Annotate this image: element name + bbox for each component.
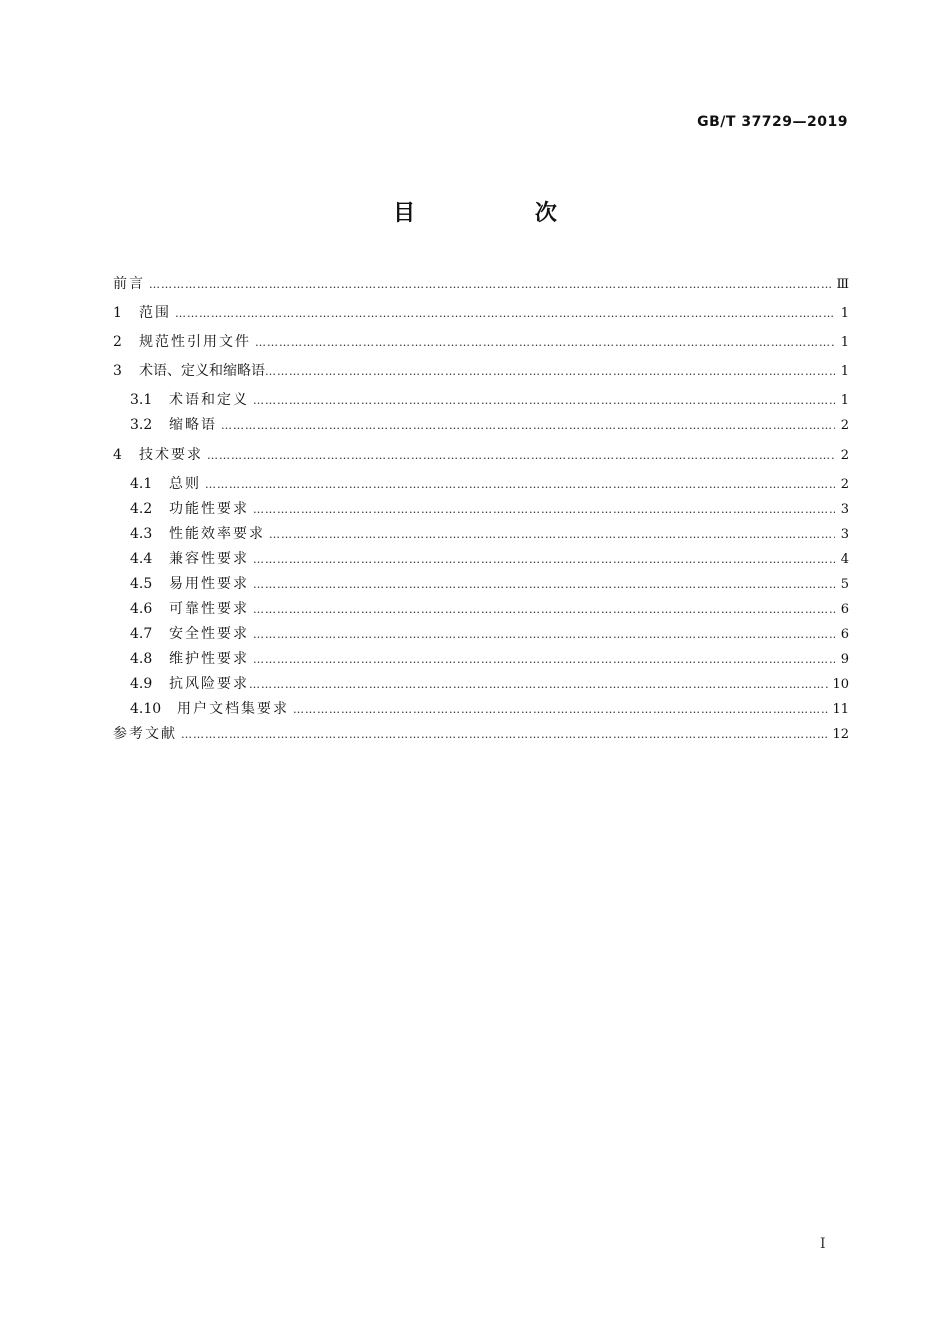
toc-entry-number: 4.7 <box>130 626 153 642</box>
toc-leader <box>269 525 835 545</box>
toc-entry-4-9[interactable] <box>130 674 849 694</box>
toc-entry-3-2[interactable] <box>130 415 849 435</box>
toc-entry-page: 1 <box>840 364 849 379</box>
toc-entry-preface[interactable] <box>113 274 849 294</box>
toc-entry-label: 易用性要求 <box>169 576 249 592</box>
toc-entry-label: 总则 <box>169 476 201 492</box>
toc-entry-number: 4.9 <box>130 676 153 692</box>
toc-entry-4-3[interactable] <box>130 524 849 544</box>
toc-entry-number: 4.10 <box>130 701 162 717</box>
toc-entry-number: 4 <box>113 447 122 463</box>
toc-leader <box>207 446 835 466</box>
toc-entry-page: 4 <box>840 552 849 567</box>
toc-entry-page: 9 <box>840 652 849 667</box>
toc-leader <box>149 275 832 295</box>
toc-entry-label: 规范性引用文件 <box>139 334 251 350</box>
toc-leader <box>253 650 835 670</box>
toc-leader <box>249 675 828 695</box>
toc-entry-label: 兼容性要求 <box>169 551 249 567</box>
toc-entry-4-2[interactable] <box>130 499 849 519</box>
toc-entry-3[interactable] <box>113 361 849 381</box>
toc-leader <box>253 600 835 620</box>
toc-entry-label: 抗风险要求 <box>169 676 249 692</box>
toc-entry-page: 6 <box>840 627 849 642</box>
toc-entry-page: 6 <box>840 602 849 617</box>
toc-leader <box>293 700 828 720</box>
toc-entry-number: 1 <box>113 305 122 321</box>
toc-entry-4-4[interactable] <box>130 549 849 569</box>
toc-entry-label: 功能性要求 <box>169 501 249 517</box>
toc-leader <box>221 416 835 436</box>
page-title: 目 次 <box>393 201 613 226</box>
toc-entry-label: 术语和定义 <box>169 392 249 408</box>
toc-entry-3-1[interactable] <box>130 390 849 410</box>
toc-entry-number: 3 <box>113 363 122 379</box>
toc-entry-label: 缩略语 <box>169 417 217 433</box>
toc-entry-label: 安全性要求 <box>169 626 249 642</box>
toc-entry-4-7[interactable] <box>130 624 849 644</box>
toc-leader <box>265 362 835 382</box>
toc-entry-1[interactable] <box>113 303 849 323</box>
toc-entry-page: 10 <box>832 677 849 692</box>
toc-entry-4-1[interactable] <box>130 474 849 494</box>
toc-entry-page: 11 <box>832 702 849 717</box>
toc-entry-4-6[interactable] <box>130 599 849 619</box>
toc-entry-page: 3 <box>840 502 849 517</box>
toc-leader <box>253 625 835 645</box>
toc-entry-2[interactable] <box>113 332 849 352</box>
toc-leader <box>253 550 835 570</box>
toc-entry-page: 2 <box>840 418 849 433</box>
toc-entry-page: Ⅲ <box>836 277 849 292</box>
toc-entry-label: 维护性要求 <box>169 651 249 667</box>
toc-entry-page: 3 <box>840 527 849 542</box>
toc-entry-number: 4.3 <box>130 526 153 542</box>
toc-entry-number: 3.2 <box>130 417 153 433</box>
toc-entry-bibliography[interactable] <box>113 724 849 744</box>
toc-leader <box>255 333 835 353</box>
standard-code: GB/T 37729—2019 <box>697 114 848 130</box>
toc-entry-number: 4.1 <box>130 476 153 492</box>
page-number: I <box>820 1236 826 1252</box>
toc-entry-number: 2 <box>113 334 122 350</box>
toc-entry-number: 3.1 <box>130 392 153 408</box>
toc-entry-page: 12 <box>832 727 849 742</box>
toc-entry-label: 术语、定义和缩略语 <box>139 363 265 379</box>
toc-entry-number: 4.4 <box>130 551 153 567</box>
toc-entry-page: 1 <box>840 393 849 408</box>
toc-leader <box>253 575 835 595</box>
toc-leader <box>175 304 835 324</box>
toc-entry-4[interactable] <box>113 445 849 465</box>
toc-leader <box>253 391 835 411</box>
toc-entry-page: 5 <box>840 577 849 592</box>
toc-leader <box>205 475 835 495</box>
toc-entry-label: 前言 <box>113 276 145 292</box>
toc-entry-4-5[interactable] <box>130 574 849 594</box>
toc-entry-number: 4.2 <box>130 501 153 517</box>
toc-entry-4-8[interactable] <box>130 649 849 669</box>
toc-entry-4-10[interactable] <box>130 699 849 719</box>
toc-leader <box>181 725 828 745</box>
toc-entry-label: 参考文献 <box>113 726 177 742</box>
toc-entry-page: 1 <box>840 335 849 350</box>
toc-entry-label: 用户文档集要求 <box>177 701 289 717</box>
toc-leader <box>253 500 835 520</box>
toc-entry-number: 4.6 <box>130 601 153 617</box>
toc-entry-page: 2 <box>840 477 849 492</box>
toc-entry-page: 1 <box>840 306 849 321</box>
toc-entry-label: 可靠性要求 <box>169 601 249 617</box>
toc-entry-label: 技术要求 <box>139 447 203 463</box>
toc-entry-number: 4.8 <box>130 651 153 667</box>
toc-entry-label: 性能效率要求 <box>169 526 265 542</box>
toc-entry-number: 4.5 <box>130 576 153 592</box>
toc-entry-label: 范围 <box>139 305 171 321</box>
toc-entry-page: 2 <box>840 448 849 463</box>
